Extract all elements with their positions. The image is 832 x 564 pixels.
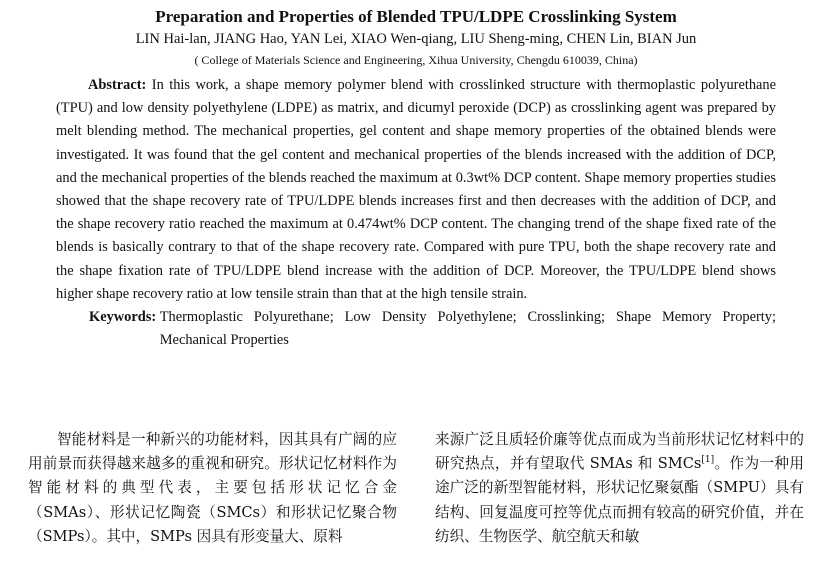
affiliation: ( College of Materials Science and Engineering, Xihua University, Chengdu 610039, China) bbox=[194, 53, 638, 67]
keywords-label: Keywords: bbox=[89, 309, 157, 326]
author-list: LIN Hai-lan, JIANG Hao, YAN Lei, XIAO Wen-qiang, LIU Sheng-ming, CHEN Lin, BIAN Jun bbox=[135, 31, 697, 47]
paper-title: Preparation and Properties of Blended TPU/LDPE Crosslinking System bbox=[155, 7, 677, 26]
body-right-text-2: 。作为一种用途广泛的新型智能材料，形状记忆聚氨酯（SMPU）具有结构、回复温度可控等优点而拥有较高的研究价值，并在纺织、生物医学、航空航天和敏 bbox=[435, 455, 804, 545]
abstract-label: Abstract: bbox=[88, 77, 147, 93]
body-right-text-1: 来源广泛且质轻价廉等优点而成为当前形状记忆材料中的研究热点，并有望取代 SMAs 和 SMCs bbox=[435, 431, 804, 473]
body-column-left: 智能材料是一种新兴的功能材料，因其具有广阔的应用前景而获得越来越多的重视和研究。形状记忆材料作为智能材料的典型代表，主要包括形状记忆合金（SMAs）、形状记忆陶瓷（SMCs）和形状记忆聚合物（SMPs）。其中，SMPs 因具有形变量大、原料 bbox=[28, 431, 397, 545]
keywords-text: Thermoplastic Polyurethane; Low Density Polyethylene; Crosslinking; Shape Memory Property; Mechanical Properties bbox=[159, 309, 776, 349]
abstract bbox=[56, 74, 776, 306]
citation-ref[interactable]: [1] bbox=[701, 455, 715, 466]
body-column-right bbox=[435, 428, 804, 552]
abstract-text: In this work, a shape memory polymer blend with crosslinked structure with thermoplastic polyurethane (TPU) and low density polyethylene (LDPE) as matrix, and dicumyl peroxide (DCP) as crosslinking agent was prepared by melt blending method. The mechanical properties, gel content and shape memory properties of the obtained blends were investigated. It was found that the gel content and mechanical properties of the blends increased with the addition of DCP, and the mechanical properties of the blends reached the maximum at 0.3wt% DCP content. Shape memory properties studies showed that the shape recovery rate of TPU/LDPE blends increases first and then decreases with the addition of DCP, and the shape recovery ratio reached the maximum at 0.474wt% DCP content. The changing trend of the shape fixed rate of the blends is basically contrary to that of the shape recovery rate. Compared with pure TPU, both the shape recovery rate and the shape fixation rate of TPU/LDPE blend increase with the addition of DCP. Moreover, the TPU/LDPE blend shows higher shape recovery ratio at low tensile strain than that at the high tensile strain. bbox=[56, 77, 776, 302]
body-columns bbox=[28, 428, 804, 552]
keywords bbox=[89, 306, 776, 352]
